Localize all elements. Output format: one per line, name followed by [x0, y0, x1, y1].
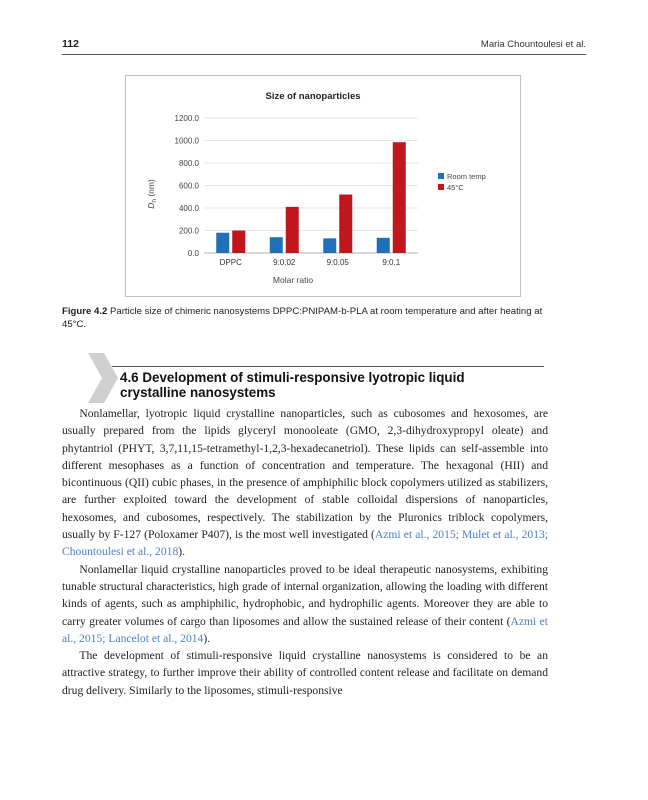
figure-caption	[62, 305, 548, 331]
y-tick-label: 600.0	[178, 181, 199, 191]
running-header	[62, 40, 586, 55]
x-tick-label: DPPC	[219, 258, 242, 267]
y-tick-label: 400.0	[178, 204, 199, 213]
legend-swatch	[438, 184, 444, 190]
bar-chart	[126, 76, 520, 296]
y-tick-label: 0.0	[187, 249, 199, 258]
bar-45c	[232, 231, 245, 254]
y-axis-label	[146, 179, 158, 209]
chart-title: Size of nanoparticles	[265, 91, 361, 102]
y-axis-label-sub: h	[151, 199, 158, 203]
x-tick-label: 9:0.02	[273, 258, 296, 267]
y-axis-label-main: D	[146, 202, 156, 209]
y-tick-label: 1000.0	[174, 136, 199, 146]
x-tick-label: 9:0.05	[326, 258, 349, 267]
paragraph-text: Nonlamellar, lyotropic liquid crystalline nanoparticles, such as cubosomes and hexosomes, are usually prepared from the lipids glyceryl monooleate (GMO, 2,3-dihydroxypropyl oleate) and phytantriol (PHYT, 3,7,11,15-tetramethyl-1,2,3-hexadecanetriol). These lipids can self-assemble into different mesophases as a function of concentration and temperature. The hexagonal (HII) and bicontinuous (QII) cubic phases, in the presence of amphiphilic block copolymers utilized as stabilizers, are further exploited toward the development of stable colloidal dispersions of nanoparticles, hexosomes, and cubosomes, respectively. The stabilization by the Pluronics triblock copolymers, usually by F-127 (Poloxamer P407), is the most well investigated (	[62, 407, 548, 542]
citation-link[interactable]: Azmi et al., 2015; Lancelot et al., 2014	[62, 614, 548, 645]
section-rule	[112, 366, 544, 367]
legend-label: Room temp	[447, 172, 486, 181]
y-tick-label: 800.0	[178, 159, 199, 168]
paragraph	[62, 561, 548, 647]
paragraph-text: The development of stimuli-responsive liquid crystalline nanosystems is considered to be an attractive strategy, to further improve their ability of controlled content release and facilitate on demand drug delivery. Similarly to the liposomes, stimuli-responsive	[62, 649, 548, 697]
section-arrow-icon	[88, 353, 118, 403]
y-tick-label: 1200.0	[174, 114, 199, 123]
bar-room-temp	[377, 238, 390, 253]
page-number: 112	[62, 38, 79, 50]
y-tick-label: 200.0	[178, 226, 199, 236]
paragraph-tail: ).	[178, 545, 186, 559]
body-text	[62, 405, 548, 699]
bar-room-temp	[323, 238, 336, 253]
legend-swatch	[438, 173, 444, 179]
bar-chart-frame	[125, 75, 521, 297]
bar-room-temp	[216, 233, 229, 253]
paragraph	[62, 405, 548, 561]
paragraph-tail: ).	[203, 631, 211, 645]
y-axis-label-unit: (nm)	[146, 179, 156, 200]
x-tick-label: 9:0.1	[382, 258, 401, 267]
legend-label: 45°C	[447, 183, 464, 192]
figure-label: Figure 4.2	[62, 306, 108, 317]
bar-45c	[286, 207, 299, 253]
paragraph-text: Nonlamellar liquid crystalline nanoparticles proved to be ideal therapeutic nanosystems, exhibiting tunable structural characteristics, high grade of internal organization, allowing the loading with different kinds of agents, such as amphiphilic, hydrophobic, and hydrophilic agents. Moreover they are able to carry greater volumes of cargo than liposomes and allow the sustained release of their content (	[62, 562, 548, 628]
bar-45c	[339, 195, 352, 254]
figure-caption-text: Particle size of chimeric nanosystems DPPC:PNIPAM-b-PLA at room temperature and after heating at 45°C.	[62, 306, 543, 330]
x-axis-label: Molar ratio	[272, 275, 314, 285]
paragraph	[62, 647, 548, 699]
citation-link[interactable]: Azmi et al., 2015; Mulet et al., 2013; Chountoulesi et al., 2018	[62, 528, 549, 559]
bar-45c	[393, 142, 406, 253]
section-heading: 4.6 Development of stimuli-responsive lyotropic liquid crystalline nanosystems	[120, 370, 465, 400]
running-author: Maria Chountoulesi et al.	[480, 39, 586, 50]
bar-room-temp	[270, 237, 283, 253]
